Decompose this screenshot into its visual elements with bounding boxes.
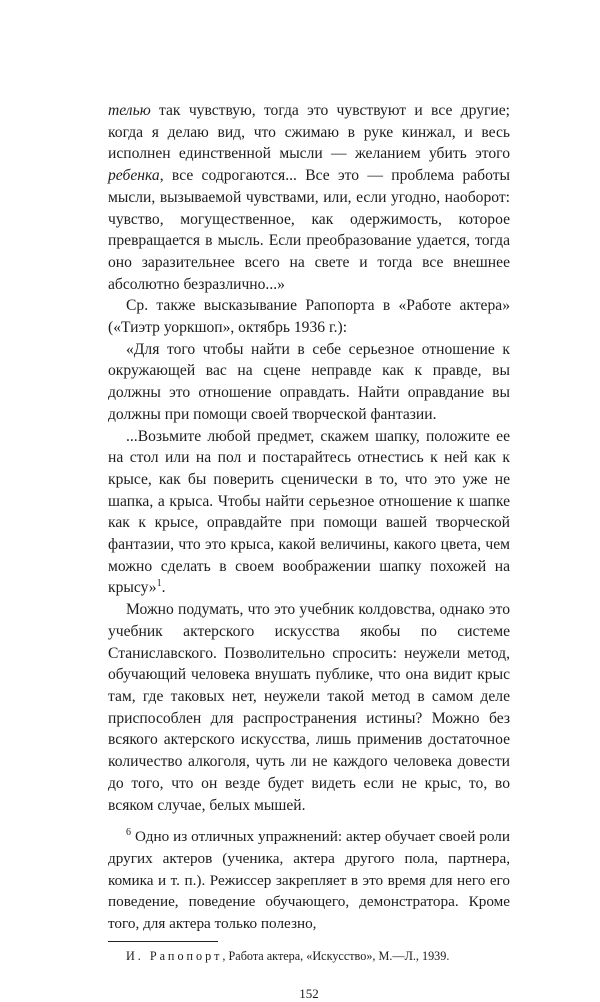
paragraph-text: , все содрогаются... Все это — проблема работы мысли, вызываемой чувствами, или, если угодно, наоборот: чувство, могущественное, как одержимость, которое превращается в мысль. Если преобразование удается, тогда оно заразительнее всего на свете и тогда все внешнее абсолютно безразлично...»	[108, 167, 510, 293]
book-page	[108, 100, 510, 1002]
footnote-ref: 1	[156, 578, 162, 590]
page-number: 152	[299, 985, 319, 1001]
note-paragraph	[108, 826, 510, 935]
italic-word: телью	[108, 102, 151, 119]
note-text: Одно из отличных упражнений: актер обучает своей роли других актеров (ученика, актера другого пола, партнера, комика и т. п.). Режиссер закрепляет в это время для него его поведение, поведение обучающего, демонстратора. Кроме того, для актера только полезно,	[108, 828, 510, 933]
paragraph-quote-rat	[108, 426, 510, 600]
footnote-text: , Работа актера, «Искусство», М.—Л., 1939.	[222, 948, 450, 963]
period: .	[161, 579, 166, 597]
footnote	[108, 948, 510, 964]
paragraph-commentary: Можно подумать, что это учебник колдовства, однако это учебник актерского искусства якобы по системе Станиславского. Позволительно спросить: неужели метод, обучающий человека внушать публике, что она видит крыс там, где таковых нет, неужели такой метод в самом деле приспособлен для распространения истины? Можно без всякого актерского искусства, лишь применив достаточное количество алкоголя, чуть ли не каждого человека довести до того, что он везде будет видеть если не крыс, то, во всяком случае, белых мышей.	[108, 601, 510, 814]
footnote-divider	[108, 941, 218, 942]
main-text	[108, 100, 510, 816]
footnote-author: И. Рапопорт	[126, 948, 223, 963]
paragraph-text: так чувствую, тогда это чувствуют и все другие; когда я делаю вид, что сжимаю в руке кинжал, и весь исполнен единственной мысли — желанием убить этого	[108, 102, 510, 163]
paragraph-quote-start: «Для того чтобы найти в себе серьезное отношение к окружающей вас на сцене неправде как к правде, вы должны это отношение оправдать. Найти оправдание вы должны при помощи своей творческой фантазии.	[108, 340, 510, 423]
paragraph-quote-end	[108, 100, 510, 295]
note-marker: 6	[126, 827, 131, 839]
italic-word: ребенка	[108, 167, 160, 185]
paragraph-reference: Ср. также высказывание Рапопорта в «Работе актера» («Тиэтр уоркшоп», октябрь 1936 г.):	[108, 297, 510, 337]
paragraph-text: ...Возьмите любой предмет, скажем шапку, положите ее на стол или на пол и постарайтесь отнестись к ней как к крысе, как бы поверить сценически в то, что это уже не шапка, а крыса. Чтобы найти серьезное отношение к шапке как к крысе, оправдайте при помощи вашей творческой фантазии, что это крыса, какой величины, какого цвета, чем можно сделать в своем воображении шапку похожей на крысу»	[108, 427, 510, 597]
